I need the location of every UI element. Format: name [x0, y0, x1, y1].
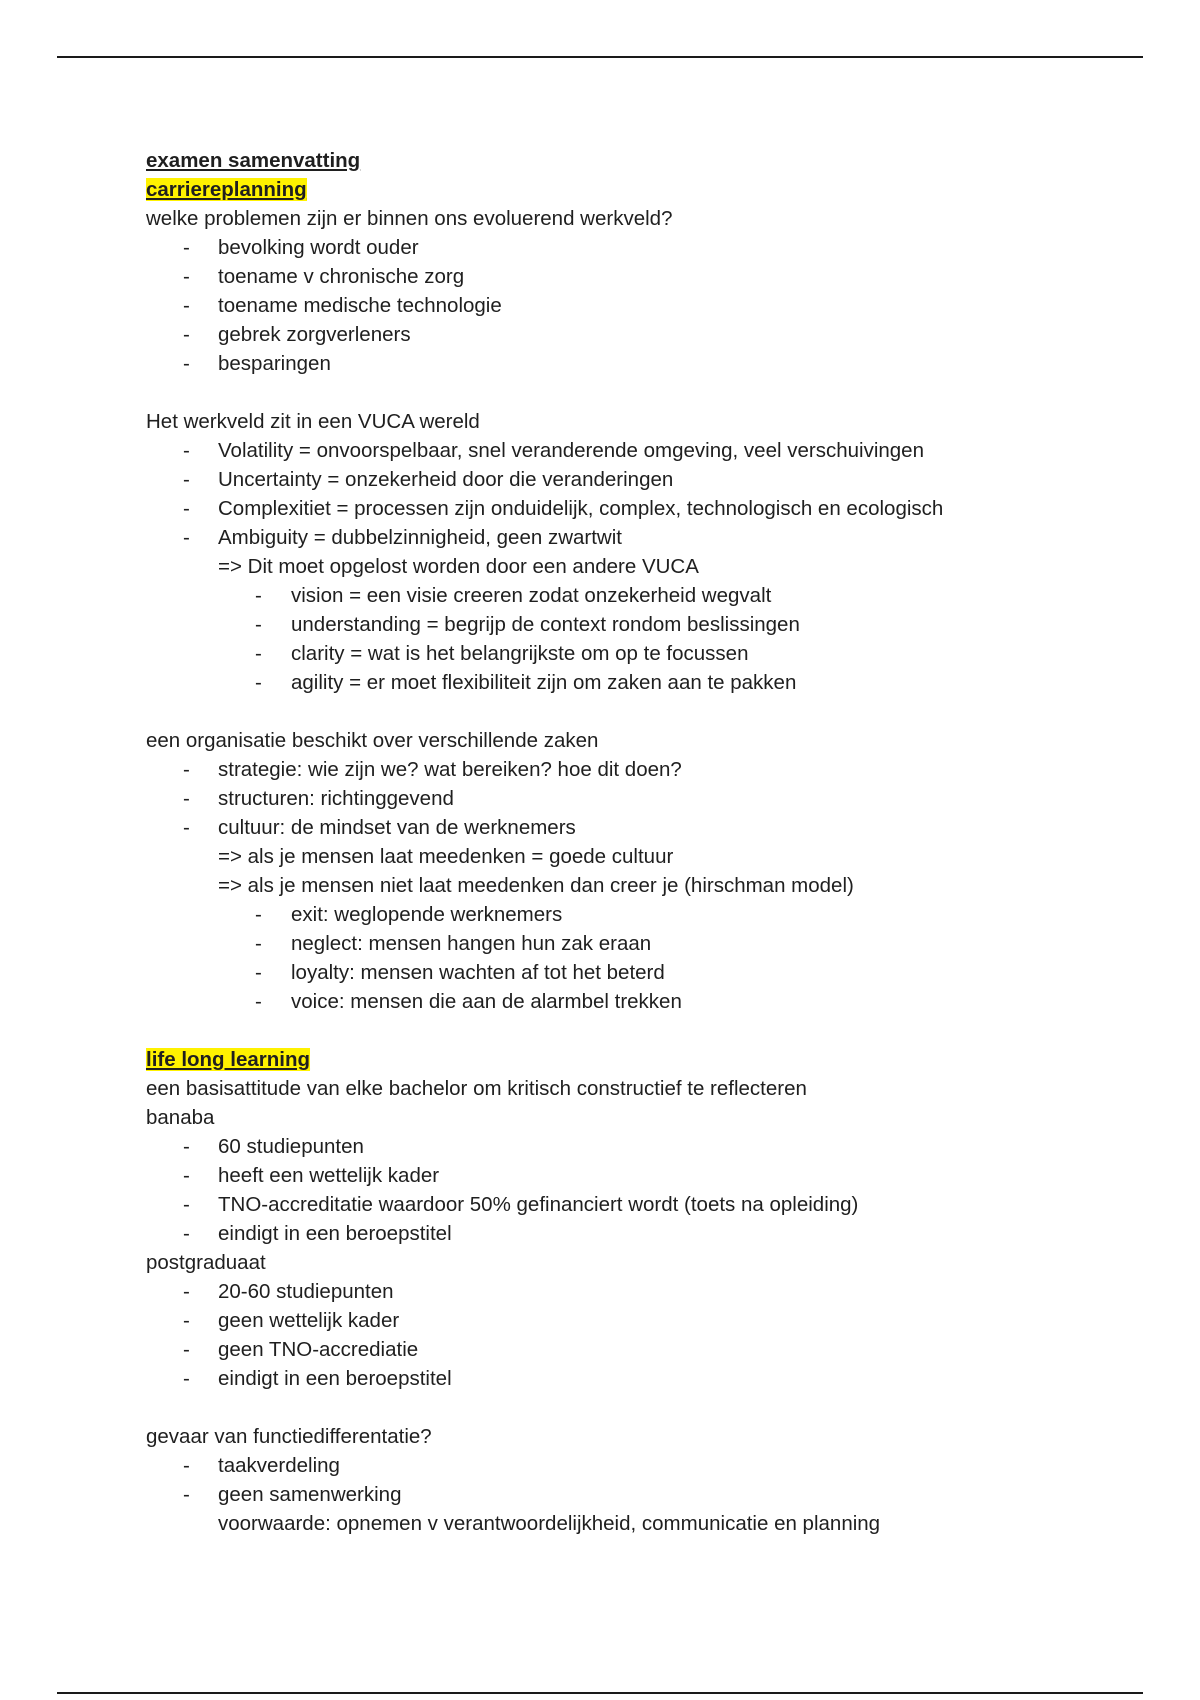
list-item: - Complexitiet = processen zijn onduidelijk, complex, technologisch en ecologisch: [146, 494, 1106, 523]
list-item: - 60 studiepunten: [146, 1132, 1106, 1161]
lll-intro: een basisattitude van elke bachelor om kritisch constructief te reflecteren: [146, 1077, 807, 1100]
list-item: - geen TNO-accrediatie: [146, 1335, 1106, 1364]
list-item: - Volatility = onvoorspelbaar, snel veranderende omgeving, veel verschuivingen: [146, 436, 1106, 465]
list-item: - strategie: wie zijn we? wat bereiken? hoe dit doen?: [146, 755, 1106, 784]
list-item: - TNO-accreditatie waardoor 50% gefinanciert wordt (toets na opleiding): [146, 1190, 1106, 1219]
list-item: - eindigt in een beroepstitel: [146, 1219, 1106, 1248]
list-item: - clarity = wat is het belangrijkste om op te focussen: [146, 639, 1106, 668]
list-item: - neglect: mensen hangen hun zak eraan: [146, 929, 1106, 958]
list-item: - Uncertainty = onzekerheid door die veranderingen: [146, 465, 1106, 494]
list-item: - 20-60 studiepunten: [146, 1277, 1106, 1306]
heading-carriereplanning: carriereplanning: [146, 178, 307, 201]
list-item: - voice: mensen die aan de alarmbel trekken: [146, 987, 1106, 1016]
vuca-intro: Het werkveld zit in een VUCA wereld: [146, 410, 480, 433]
list-item: - structuren: richtinggevend: [146, 784, 1106, 813]
list-item: - geen wettelijk kader: [146, 1306, 1106, 1335]
document-title: examen samenvatting: [146, 149, 361, 172]
list-item: - cultuur: de mindset van de werknemers: [146, 813, 1106, 842]
list-item: - gebrek zorgverleners: [146, 320, 1106, 349]
vuca-solution: => Dit moet opgelost worden door een andere VUCA: [218, 555, 699, 578]
list-item: - bevolking wordt ouder: [146, 233, 1106, 262]
problems-question: welke problemen zijn er binnen ons evoluerend werkveld?: [146, 207, 673, 230]
list-item: - geen samenwerking: [146, 1480, 1106, 1509]
list-item: - toename medische technologie: [146, 291, 1106, 320]
list-item: - agility = er moet flexibiliteit zijn om zaken aan te pakken: [146, 668, 1106, 697]
list-item: - eindigt in een beroepstitel: [146, 1364, 1106, 1393]
culture-note: => als je mensen laat meedenken = goede cultuur: [218, 845, 674, 868]
list-item: - vision = een visie creeren zodat onzekerheid wegvalt: [146, 581, 1106, 610]
list-item: - toename v chronische zorg: [146, 262, 1106, 291]
postgrad-title: postgraduaat: [146, 1251, 266, 1274]
top-rule: [57, 56, 1143, 58]
list-item: - taakverdeling: [146, 1451, 1106, 1480]
list-item: - loyalty: mensen wachten af tot het beterd: [146, 958, 1106, 987]
document-body: [146, 146, 1106, 1538]
list-item: - Ambiguity = dubbelzinnigheid, geen zwartwit: [146, 523, 1106, 552]
heading-life-long-learning: life long learning: [146, 1048, 311, 1071]
org-intro: een organisatie beschikt over verschillende zaken: [146, 729, 599, 752]
list-item: - exit: weglopende werknemers: [146, 900, 1106, 929]
danger-question: gevaar van functiedifferentatie?: [146, 1425, 432, 1448]
condition-note: voorwaarde: opnemen v verantwoordelijkheid, communicatie en planning: [218, 1512, 881, 1535]
banaba-title: banaba: [146, 1106, 215, 1129]
list-item: - heeft een wettelijk kader: [146, 1161, 1106, 1190]
culture-note: => als je mensen niet laat meedenken dan creer je (hirschman model): [218, 874, 854, 897]
list-item: - understanding = begrijp de context rondom beslissingen: [146, 610, 1106, 639]
bottom-rule: [57, 1692, 1143, 1694]
list-item: - besparingen: [146, 349, 1106, 378]
